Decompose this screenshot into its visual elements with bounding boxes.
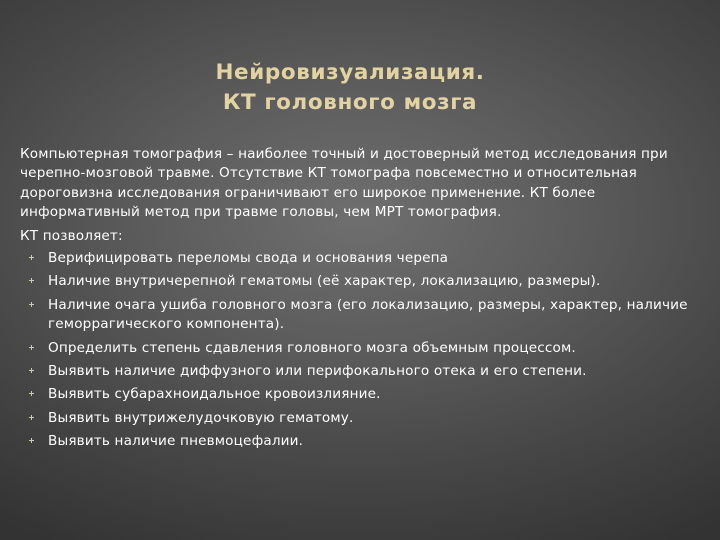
list-item-text: Наличие очага ушиба головного мозга (его локализацию, размеры, характер, наличие геморрагического компонента). xyxy=(48,296,688,333)
bullet-icon xyxy=(29,345,34,350)
intro-paragraph: Компьютерная томография – наиболее точный и достоверный метод исследования при черепно-мозговой травме. Отсутствие КТ томографа повсеместно и относительная дороговизна исследования ограничивают его широкое применение. КТ более информативный метод при травме головы, чем МРТ томография. xyxy=(20,146,668,221)
title-line-1: Нейровизуализация. xyxy=(215,60,485,85)
bullet-icon xyxy=(29,391,34,396)
slide-title xyxy=(0,58,700,118)
list-item-text: Выявить внутрижелудочковую гематому. xyxy=(48,409,354,426)
list-item-text: Определить степень сдавления головного мозга объемным процессом. xyxy=(48,339,576,356)
list-item-text: Наличие внутричерепной гематомы (её характер, локализацию, размеры). xyxy=(48,273,601,290)
list-item xyxy=(20,272,710,291)
list-item xyxy=(20,432,710,451)
list-item xyxy=(20,339,710,358)
bullet-icon xyxy=(29,278,34,283)
list-item-text: Выявить субарахноидальное кровоизлияние. xyxy=(48,386,381,403)
list-item xyxy=(20,409,710,428)
list-lead: КТ позволяет: xyxy=(20,227,123,244)
list-item xyxy=(20,296,710,335)
bullet-icon xyxy=(29,415,34,420)
list-item xyxy=(20,249,710,268)
bullet-list xyxy=(20,249,710,452)
list-item-text: Верифицировать переломы свода и основания черепа xyxy=(48,250,449,267)
slide-body xyxy=(20,145,710,456)
bullet-icon xyxy=(29,368,34,373)
list-item-text: Выявить наличие диффузного или перифокального отека и его степени. xyxy=(48,363,587,380)
bullet-icon xyxy=(29,255,34,260)
title-line-2: КТ головного мозга xyxy=(222,90,478,115)
bullet-icon xyxy=(29,302,34,307)
list-item-text: Выявить наличие пневмоцефалии. xyxy=(48,433,304,450)
list-item xyxy=(20,385,710,404)
bullet-icon xyxy=(29,438,34,443)
list-item xyxy=(20,362,710,381)
